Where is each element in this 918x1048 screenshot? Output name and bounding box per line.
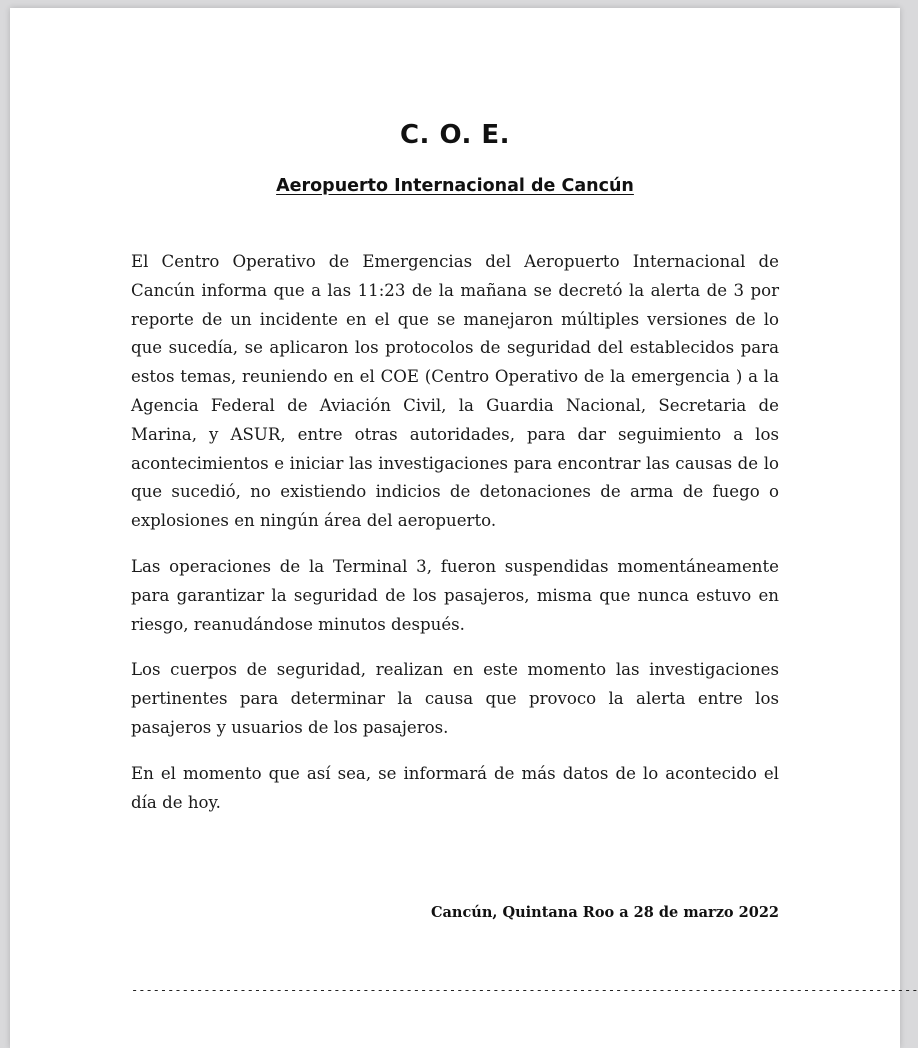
dashed-divider: ------------------------------------------------------------------------------------------------------------- <box>131 983 918 997</box>
paragraph-2: Las operaciones de la Terminal 3, fueron suspendidas momentáneamente para garantizar la seguridad de los pasajeros, misma que nunca estuvo en riesgo, reanudándose minutos después. <box>131 556 779 634</box>
paragraph-4: En el momento que así sea, se informará de más datos de lo acontecido el día de hoy. <box>131 763 779 812</box>
document-title: C. O. E. <box>399 120 511 150</box>
paragraph-1: El Centro Operativo de Emergencias del Aeropuerto Internacional de Cancún informa que a las 11:23 de la mañana se decretó la alerta de 3 por reporte de un incidente en el que se manejaron múltiples versiones de lo que sucedía, se aplicaron los protocolos de seguridad del establecidos para estos temas, reuniendo en el COE (Centro Operativo de la emergencia ) a la Agencia Federal de Aviación Civil, la Guardia Nacional, Secretaria de Marina, y ASUR, entre otras autoridades, para dar seguimiento a los acontecimientos e iniciar las investigaciones para encontrar las causas de lo que sucedió, no existiendo indicios de detonaciones de arma de fuego o explosiones en ningún área del aeropuerto. <box>131 252 779 531</box>
subtitle-text: Aeropuerto Internacional de Cancún <box>276 176 634 196</box>
document-body <box>131 248 779 834</box>
paragraph-3: Los cuerpos de seguridad, realizan en este momento las investigaciones pertinentes para determinar la causa que provoco la alerta entre los pasajeros y usuarios de los pasajeros. <box>131 660 779 737</box>
document-subtitle <box>10 176 900 196</box>
place-date-signature: Cancún, Quintana Roo a 28 de marzo 2022 <box>431 904 779 921</box>
document-page <box>10 8 918 1048</box>
